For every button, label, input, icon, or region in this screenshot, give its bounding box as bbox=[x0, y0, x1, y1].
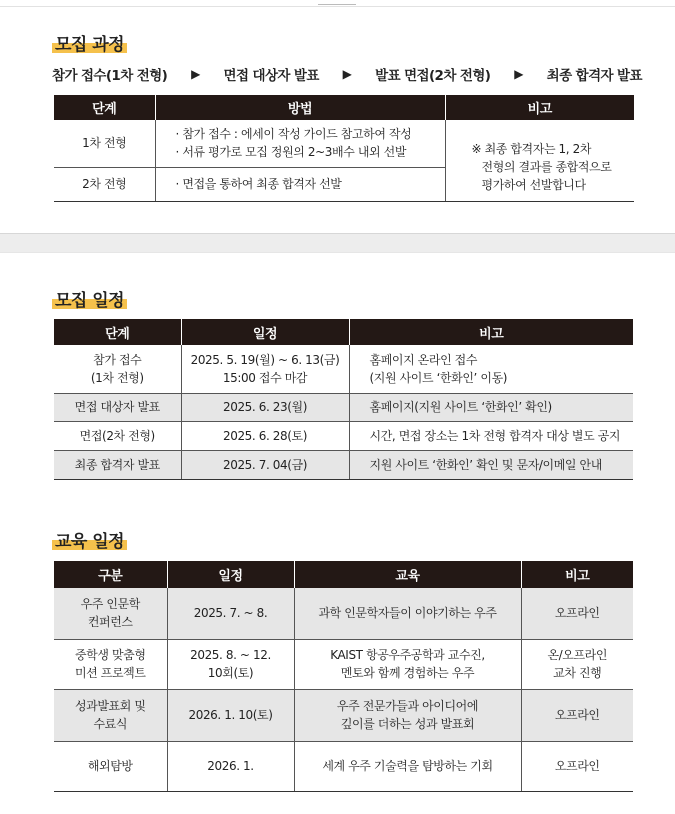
content-cell bbox=[294, 639, 521, 689]
note-line: 전형의 결과를 종합적으로 bbox=[481, 160, 612, 174]
note-cell: 홈페이지(지원 사이트 ‘한화인’ 확인) bbox=[349, 393, 633, 421]
column-header: 단계 bbox=[54, 319, 181, 345]
table-row bbox=[54, 450, 633, 479]
recruit-schedule-table bbox=[54, 319, 633, 480]
note-line: 교차 진행 bbox=[553, 666, 602, 680]
date-line: 15:00 접수 마감 bbox=[222, 370, 308, 385]
stage-cell: 면접 대상자 발표 bbox=[54, 393, 181, 421]
stage-cell bbox=[54, 345, 181, 393]
date-cell: 2026. 1. bbox=[167, 741, 294, 791]
date-line: 2025. 8. ~ 12. bbox=[190, 648, 271, 662]
date-cell bbox=[181, 345, 349, 393]
recruit-process-heading: 모집 과정 bbox=[52, 30, 127, 55]
column-header: 교육 bbox=[294, 561, 521, 588]
recruit-schedule-heading: 모집 일정 bbox=[52, 286, 127, 311]
flow-step-4: 최종 합격자 발표 bbox=[546, 68, 642, 84]
note-cell: 시간, 면접 장소는 1차 전형 합격자 대상 별도 공지 bbox=[349, 421, 633, 450]
table-row bbox=[54, 421, 633, 450]
date-cell bbox=[167, 639, 294, 689]
note-cell: 오프라인 bbox=[521, 588, 633, 639]
table-row bbox=[54, 689, 633, 741]
category-cell: 해외탐방 bbox=[54, 741, 167, 791]
method-line: · 서류 평가로 모집 정원의 2~3배수 내외 선발 bbox=[175, 145, 407, 160]
category-cell bbox=[54, 639, 167, 689]
column-header: 비고 bbox=[521, 561, 633, 588]
table-row bbox=[54, 345, 633, 393]
process-flow bbox=[52, 63, 642, 85]
note-cell: 오프라인 bbox=[521, 741, 633, 791]
stage-cell: 최종 합격자 발표 bbox=[54, 450, 181, 479]
column-header: 구분 bbox=[54, 561, 167, 588]
note-cell bbox=[445, 120, 634, 201]
table-row bbox=[54, 588, 633, 639]
content-line: 우주 전문가들과 아이디어에 bbox=[336, 699, 479, 713]
flow-arrow-icon: ▶ bbox=[514, 67, 523, 81]
column-header: 비고 bbox=[349, 319, 633, 345]
category-cell bbox=[54, 588, 167, 639]
date-cell: 2025. 7. 04(금) bbox=[181, 450, 349, 479]
content-cell bbox=[294, 689, 521, 741]
table-row bbox=[54, 639, 633, 689]
flow-step-2: 면접 대상자 발표 bbox=[223, 68, 319, 84]
date-cell: 2026. 1. 10(토) bbox=[167, 689, 294, 741]
content-cell: 과학 인문학자들이 이야기하는 우주 bbox=[294, 588, 521, 639]
recruit-process-table bbox=[54, 95, 634, 202]
note-line: 온/오프라인 bbox=[547, 648, 608, 662]
stage-cell: 1차 전형 bbox=[54, 120, 155, 167]
category-cell bbox=[54, 689, 167, 741]
column-header: 일정 bbox=[167, 561, 294, 588]
table-row bbox=[54, 120, 634, 167]
flow-arrow-icon: ▶ bbox=[191, 67, 200, 81]
note-cell: 지원 사이트 ‘한화인’ 확인 및 문자/이메일 안내 bbox=[349, 450, 633, 479]
table-row bbox=[54, 393, 633, 421]
note-line: 평가하여 선발합니다 bbox=[481, 178, 586, 192]
note-cell bbox=[349, 345, 633, 393]
note-line: ※ 최종 합격자는 1, 2차 bbox=[471, 142, 592, 156]
column-header: 단계 bbox=[54, 95, 155, 120]
method-cell bbox=[155, 120, 445, 167]
edu-schedule-heading: 교육 일정 bbox=[52, 527, 127, 552]
method-line: · 면접을 통하여 최종 합격자 선발 bbox=[175, 177, 342, 191]
content-line: 깊이를 더하는 성과 발표회 bbox=[340, 717, 475, 731]
date-cell: 2025. 6. 28(토) bbox=[181, 421, 349, 450]
stage-line: (1차 전형) bbox=[90, 370, 144, 385]
category-line: 수료식 bbox=[93, 717, 128, 731]
flow-arrow-icon: ▶ bbox=[342, 67, 352, 81]
stage-cell: 면접(2차 전형) bbox=[54, 421, 181, 450]
content-cell: 세계 우주 기술력을 탐방하는 기회 bbox=[294, 741, 521, 791]
date-cell: 2025. 6. 23(월) bbox=[181, 393, 349, 421]
category-line: 미션 프로젝트 bbox=[74, 666, 146, 680]
stage-line: 참가 접수 bbox=[93, 352, 142, 367]
content-line: 멘토와 함께 경험하는 우주 bbox=[340, 666, 475, 680]
column-header: 일정 bbox=[181, 319, 349, 345]
date-cell: 2025. 7. ~ 8. bbox=[167, 588, 294, 639]
column-header: 비고 bbox=[445, 95, 634, 120]
category-line: 컨퍼런스 bbox=[87, 615, 133, 630]
category-line: 성과발표회 및 bbox=[74, 699, 146, 713]
flow-step-1: 참가 접수(1차 전형) bbox=[52, 68, 168, 84]
flow-step-3: 발표 면접(2차 전형) bbox=[375, 68, 491, 84]
note-line: 홈페이지 온라인 접수 bbox=[369, 352, 478, 367]
column-header: 방법 bbox=[155, 95, 445, 120]
note-line: (지원 사이트 ‘한화인’ 이동) bbox=[369, 370, 508, 385]
note-cell bbox=[521, 639, 633, 689]
category-line: 중학생 맞춤형 bbox=[74, 648, 146, 662]
date-line: 10회(토) bbox=[207, 666, 254, 680]
category-line: 우주 인문학 bbox=[80, 597, 140, 612]
stage-cell: 2차 전형 bbox=[54, 167, 155, 201]
table-row bbox=[54, 741, 633, 791]
note-cell: 오프라인 bbox=[521, 689, 633, 741]
content-line: KAIST 항공우주공학과 교수진, bbox=[330, 648, 485, 662]
method-cell bbox=[155, 167, 445, 201]
section-divider bbox=[0, 233, 675, 253]
method-line: · 참가 접수 : 에세이 작성 가이드 참고하여 작성 bbox=[175, 127, 412, 142]
recruit-process-section bbox=[0, 0, 675, 233]
edu-schedule-table bbox=[54, 561, 633, 792]
date-line: 2025. 5. 19(월) ~ 6. 13(금) bbox=[190, 352, 340, 367]
